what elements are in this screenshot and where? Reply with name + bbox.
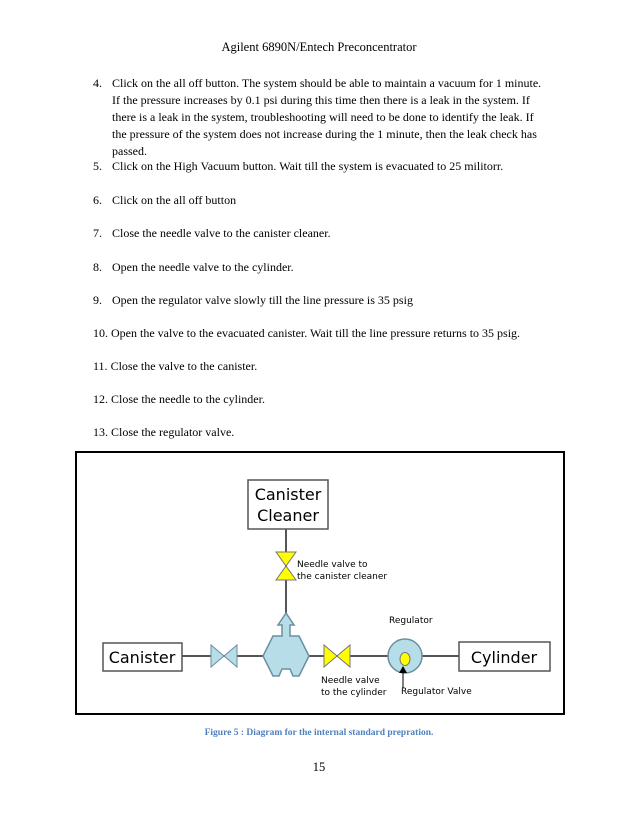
step-text-line: there is a leak in the system, troubleshooting will need to be done to identify the leak. If [112,110,534,124]
step-5 [93,158,573,175]
step-text: Open the regulator valve slowly till the line pressure is 35 psig [112,293,413,307]
step-number: 5. [93,159,102,173]
diagram-svg [77,453,563,713]
step-text: Open the valve to the evacuated canister. Wait till the line pressure returns to 35 psig. [111,326,521,340]
step-text: Close the needle to the cylinder. [111,392,265,406]
step-text: Close the needle valve to the canister cleaner. [112,226,331,240]
needle-valve-cylinder-label-1: Needle valve [321,676,380,686]
flow-diagram [75,451,565,715]
step-10 [93,325,573,342]
figure-caption: Figure 5 : Diagram for the internal standard prepration. [204,728,434,738]
regulator-valve-label: Regulator Valve [401,687,472,697]
canister-cleaner-label-1: Canister [254,485,322,504]
needle-valve-cleaner-label-1: Needle valve to [297,560,368,570]
canister-cleaner-label-2: Cleaner [257,506,319,525]
step-number: 6. [93,193,102,207]
step-9 [93,292,573,309]
needle-valve-cleaner-label-2: the canister cleaner [297,572,388,582]
canister-valve-icon [211,645,224,667]
step-6 [93,192,573,209]
step-text: Close the valve to the canister. [110,359,258,373]
step-number: 7. [93,226,102,240]
cylinder-label: Cylinder [470,648,538,667]
manifold-icon [263,613,309,676]
step-number: 10. [93,326,108,340]
step-number: 12. [93,392,108,406]
needle-valve-cylinder-icon [324,645,337,667]
step-number: 9. [93,293,102,307]
step-text-line: passed. [112,144,147,158]
step-text-line: the pressure of the system does not increase during the 1 minute, then the leak check has [112,127,537,141]
regulator-valve-icon [400,653,410,666]
step-number: 4. [93,76,102,90]
needle-valve-cleaner-icon-lower [276,566,296,580]
step-11 [93,358,573,375]
step-text: Click on the all off button [112,193,237,207]
step-13 [93,424,573,441]
needle-valve-cylinder-label-2: to the cylinder [321,688,387,698]
step-number: 13. [93,425,108,439]
step-text: Open the needle valve to the cylinder. [112,260,294,274]
canister-valve-icon-right [224,645,237,667]
step-text: Click on the High Vacuum button. Wait till the system is evacuated to 25 militorr. [112,159,504,173]
step-7 [93,225,573,242]
canister-label: Canister [108,648,176,667]
page-header: Agilent 6890N/Entech Preconcentrator [221,40,417,54]
step-12 [93,391,573,408]
step-text: Close the regulator valve. [111,425,235,439]
step-text-line: If the pressure increases by 0.1 psi during this time then there is a leak in the system. If [112,93,530,107]
step-4 [93,75,573,160]
step-8 [93,259,573,276]
needle-valve-cleaner-icon [276,552,296,566]
regulator-label: Regulator [389,616,433,626]
step-text-line: Click on the all off button. The system should be able to maintain a vacuum for 1 minute. [112,76,542,90]
needle-valve-cylinder-icon-right [337,645,350,667]
step-number: 11. [93,359,108,373]
page-number: 15 [312,760,326,774]
step-number: 8. [93,260,102,274]
